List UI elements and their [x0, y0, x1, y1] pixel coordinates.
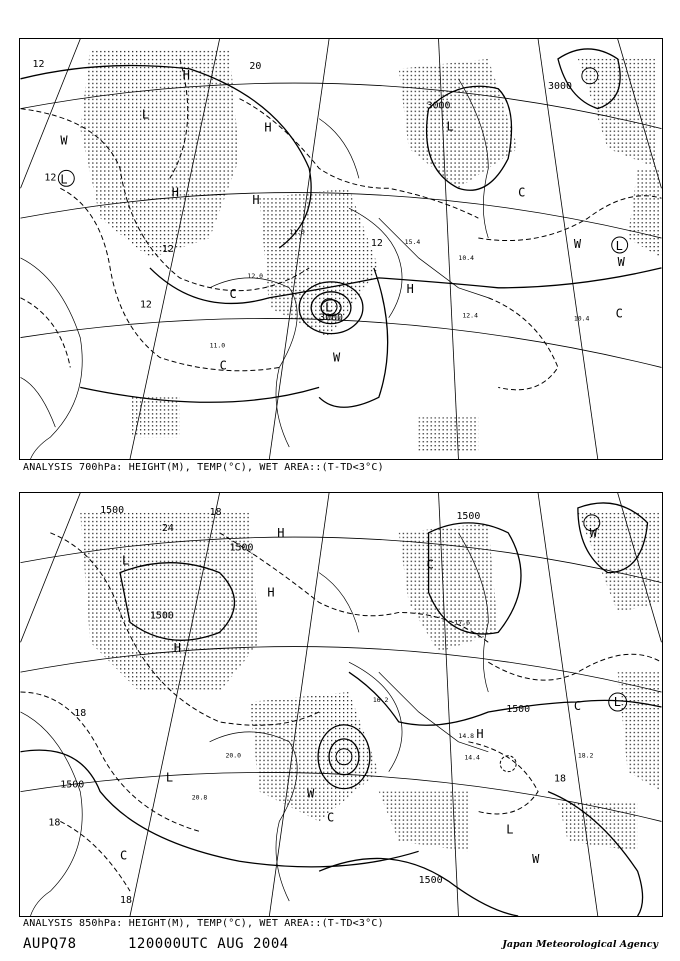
station-value: 14.4 [464, 753, 480, 762]
isotherm-label: 12 [370, 238, 383, 250]
isotherm-label: 18 [48, 817, 61, 829]
pressure-system-symbol: H [406, 281, 414, 296]
height-label: 1500 [60, 779, 85, 791]
height-label: 3000 [319, 312, 344, 324]
pressure-system-symbol: H [171, 185, 179, 200]
caption-700hpa: ANALYSIS 700hPa: HEIGHT(M), TEMP(°C), WET AREA::(T-TD<3°C) [23, 462, 384, 473]
pressure-system-symbol: L [446, 119, 454, 134]
isotherm-label: 18 [209, 506, 222, 518]
height-label: 1500 [418, 875, 443, 887]
pressure-system-symbol: H [264, 120, 272, 135]
pressure-system-symbol: C [229, 286, 237, 301]
pressure-system-symbol: L [506, 822, 514, 837]
isotherm-label: 12 [32, 58, 45, 70]
pressure-system-symbol: L [60, 172, 68, 187]
pressure-system-symbol: W [532, 852, 540, 867]
height-label: 1500 [100, 504, 125, 516]
height-label: 3000 [548, 80, 572, 92]
height-label: 1500 [149, 610, 174, 622]
pressure-system-symbol: W [573, 237, 582, 252]
map-700hpa-svg [20, 39, 662, 459]
isotherm-label: 12 [139, 299, 152, 311]
height-label: 1500 [506, 703, 531, 715]
isotherm-label: 18 [74, 707, 87, 719]
pressure-system-symbol: H [252, 193, 260, 208]
chart-footer [0, 934, 680, 956]
station-value: 11.0 [209, 341, 226, 350]
pressure-system-symbol: W [589, 525, 598, 540]
isotherm-label: 12 [44, 172, 57, 184]
station-value: 17.6 [454, 618, 471, 627]
chart-id: AUPQ78 [23, 936, 77, 952]
pressure-system-symbol: L [122, 553, 130, 568]
station-value: 14.8 [458, 731, 474, 740]
pressure-system-symbol: C [120, 848, 128, 863]
pressure-system-symbol: C [426, 557, 434, 572]
pressure-system-symbol: H [267, 585, 275, 600]
isotherm-label: 20 [249, 60, 262, 72]
station-value: 20.8 [191, 793, 208, 802]
pressure-system-symbol: L [165, 770, 174, 785]
map-850hpa-svg [20, 493, 662, 916]
station-value: 18.2 [577, 751, 594, 760]
isotherm-label: 12 [161, 243, 174, 255]
station-value: 12.4 [462, 311, 478, 320]
valid-time: 120000UTC AUG 2004 [128, 936, 289, 952]
pressure-system-symbol: H [173, 641, 181, 656]
pressure-system-symbol: L [615, 238, 623, 253]
pressure-system-symbol: W [307, 786, 315, 801]
height-label: 1500 [456, 510, 481, 522]
pressure-system-symbol: L [141, 107, 150, 122]
pressure-system-symbol: C [327, 810, 335, 825]
height-label: 3000 [426, 100, 451, 112]
pressure-system-symbol: L [325, 300, 333, 315]
station-value: 15.4 [404, 238, 421, 247]
agency-credit: Japan Meteorological Agency [502, 939, 658, 950]
pressure-system-symbol: W [617, 254, 625, 269]
map-700hpa [19, 38, 663, 460]
pressure-system-symbol: C [518, 185, 526, 200]
pressure-system-symbol: W [60, 133, 68, 148]
station-value: 10.4 [573, 314, 590, 323]
caption-850hpa: ANALYSIS 850hPa: HEIGHT(M), TEMP(°C), WET AREA::(T-TD<3°C) [23, 918, 384, 929]
station-value: 12.0 [247, 271, 263, 280]
pressure-system-symbol: L [613, 694, 621, 709]
isotherm-label: 18 [553, 773, 566, 785]
pressure-system-symbol: C [573, 698, 582, 713]
map-850hpa [19, 492, 663, 917]
height-label: 1500 [229, 542, 254, 554]
pressure-system-symbol: C [615, 306, 623, 321]
station-value: 20.0 [225, 751, 242, 760]
isotherm-label: 18 [120, 895, 133, 907]
pressure-system-symbol: W [333, 350, 341, 365]
isotherm-label: 24 [161, 522, 174, 534]
station-value: 16.2 [372, 696, 389, 705]
pressure-system-symbol: H [182, 67, 190, 82]
station-value: 11.0 [289, 228, 305, 237]
pressure-system-symbol: H [476, 726, 484, 741]
pressure-system-symbol: C [219, 358, 227, 373]
station-value: 10.4 [458, 253, 474, 262]
pressure-system-symbol: H [277, 525, 285, 540]
